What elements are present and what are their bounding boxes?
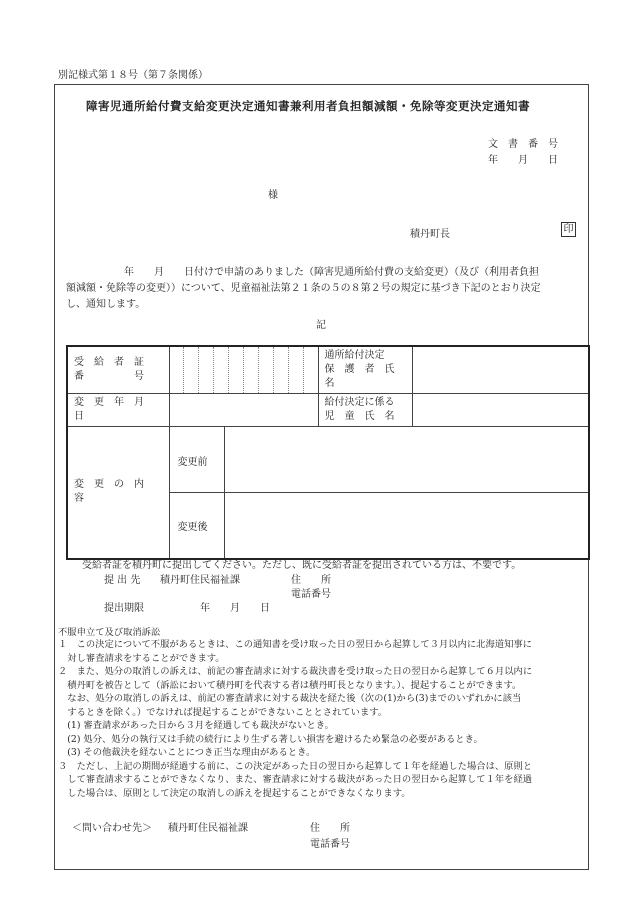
deadline-label: 提出期限	[104, 603, 144, 614]
form-number: 別記様式第１８号（第７条関係）	[58, 70, 208, 81]
appeal-line: 積丹町を被告として（訴訟において積丹町を代表する者は積丹町長となります。）、提起することができます。	[58, 679, 522, 691]
appeal-line: (1) 審査請求があった日から３月を経過しても裁決がないとき。	[58, 720, 334, 731]
change-content-label: 変 更 の 内 容	[67, 427, 169, 559]
appeal-line: (2) 処分、処分の執行又は手続の続行により生ずる著しい損害を避けるため緊急の必要があるとき。	[58, 733, 483, 745]
inquiry-label: ＜問い合わせ先＞	[72, 823, 152, 834]
issuer-name: 積丹町長	[410, 229, 450, 240]
guardian-name-label: 通所給付決定 保 護 者 氏 名	[318, 346, 412, 394]
appeal-line: ３ ただし、上記の期間が経過する前に、この決定があった日の翌日から起算して１年を経過した場合は、原則と	[58, 760, 533, 772]
seal-icon: 印	[561, 222, 576, 237]
issue-date: 年 月 日	[488, 155, 558, 166]
document-title: 障害児通所給付費支給変更決定通知書兼利用者負担額減額・免除等変更決定通知書	[86, 99, 530, 113]
appeal-line: 対し審査請求をすることができます。	[58, 652, 225, 664]
appeal-items	[58, 638, 586, 800]
recipient-cert-label: 受 給 者 証 番 号	[67, 346, 169, 394]
intro-line-1: 年 月 日付けで申請のありました（障害児通所給付費の支給変更）（及び（利用者負担	[124, 267, 539, 278]
intro-line-3: し、通知します。	[66, 299, 146, 310]
inquiry-address-label: 住 所	[310, 823, 350, 834]
appeal-line: した場合は、原則として決定の取消しの訴えを提起することができなくなります。	[58, 787, 411, 799]
appeal-line: (3) その他裁決を経ないことにつき正当な理由があるとき。	[58, 747, 316, 758]
deadline-date: 年 月 日	[200, 603, 270, 614]
before-label: 変更前	[169, 427, 224, 493]
child-name-value	[412, 394, 589, 427]
appeal-line: ２ また、処分の取消しの訴えは、前記の審査請求に対する裁決書を受け取った日の翌日から起算して６月以内に	[58, 666, 533, 677]
recipient-cert-number-cells	[169, 346, 318, 394]
after-label: 変更後	[169, 493, 224, 559]
addressee-suffix: 様	[268, 190, 278, 201]
guardian-name-value	[412, 346, 589, 394]
appeal-line: して審査請求することができなくなり、また、審査請求に対する裁決があった日の翌日から起算して１年を経過	[58, 774, 533, 785]
appeal-line: するときを除く。）でなければ提起することができないこととされています。	[58, 706, 388, 718]
appeal-heading: 不服申立て及び取消訴訟	[58, 627, 161, 638]
doc-number-label: 文 書 番 号	[488, 139, 558, 150]
change-date-label: 変 更 年 月 日	[67, 394, 169, 427]
inquiry-dept: 積丹町住民福祉課	[168, 823, 248, 834]
submit-to: 積丹町住民福祉課	[160, 575, 240, 586]
seal-mark	[561, 222, 576, 237]
before-value	[224, 427, 589, 493]
submit-address-label: 住 所	[291, 575, 331, 586]
submit-to-label: 提 出 先	[104, 575, 141, 586]
inquiry-phone-label: 電話番号	[310, 839, 350, 850]
child-name-label: 給付決定に係る 児 童 氏 名	[318, 394, 412, 427]
submit-phone-label: 電話番号	[291, 589, 331, 600]
intro-line-2: 額減額・免除等の変更））について、児童福祉法第２１条の５の８第２号の規定に基づき下記のとおり決定	[66, 283, 541, 294]
change-date-value	[169, 394, 318, 427]
submit-note: 受給者証を積丹町に提出してください。ただし、既に受給者証を提出されている方は、不要です。	[82, 560, 522, 571]
appeal-line: なお、処分の取消しの訴えは、前記の審査請求に対する裁決を経た後（次の(1)から(3)までのいずれかに該当	[58, 693, 522, 704]
change-details-table	[66, 345, 590, 560]
ki-heading: 記	[316, 320, 326, 331]
after-value	[224, 493, 589, 559]
appeal-line: １ この決定について不服があるときは、この通知書を受け取った日の翌日から起算して３月以内に北海道知事に	[58, 639, 532, 650]
